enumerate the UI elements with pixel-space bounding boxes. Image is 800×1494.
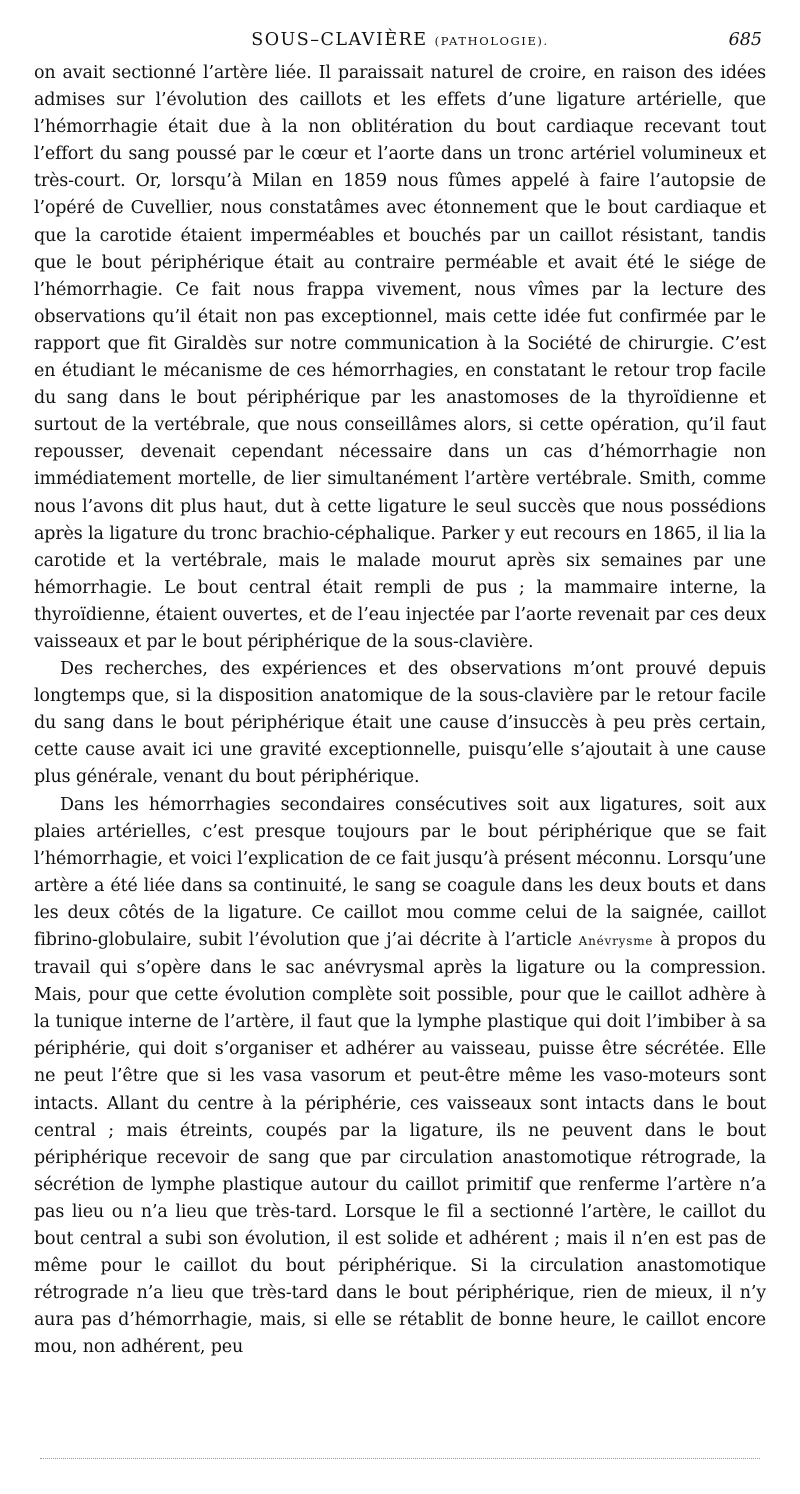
paragraph-3: [34, 792, 766, 1362]
smallcaps-reference: Anévrysme: [578, 934, 654, 948]
running-title-main: SOUS–CLAVIÈRE: [251, 30, 428, 50]
paragraph-2: Des recherches, des expériences et des observations m’ont prouvé depuis longtemps que, si la disposition anatomique de la sous-clavière par le retour facile du sang dans le bout périphérique était une cause d’insuccès à peu près certain, cette cause avait ici une gravité exceptionnelle, puisqu’elle s’ajoutait à une cause plus générale, venant du bout périphérique.: [34, 659, 766, 788]
paragraph-1: on avait sectionné l’artère liée. Il paraissait naturel de croire, en raison des idées admises sur l’évolution des caillots et les effets d’une ligature artérielle, que l’hémorrhagie était due à la non oblitération du bout cardiaque recevant tout l’effort du sang poussé par le cœur et l’aorte dans un tronc artériel volumineux et très-court. Or, lorsqu’à Milan en 1859 nous fûmes appelé à faire l’autopsie de l’opéré de Cuvellier, nous constatâmes avec étonnement que le bout cardiaque et que la carotide étaient imperméables et bouchés par un caillot résistant, tandis que le bout périphérique était au contraire perméable et avait été le siége de l’hémorrhagie. Ce fait nous frappa vivement, nous vîmes par la lecture des observations qu’il était non pas exceptionnel, mais cette idée fut confirmée par le rapport que fit Giraldès sur notre communication à la Société de chirurgie. C’est en étudiant le mécanisme de ces hémorrhagies, en constatant le retour trop facile du sang dans le bout périphérique par les anastomoses de la thyroïdienne et surtout de la vertébrale, que nous conseillâmes alors, si cette opération, qu’il faut repousser, devenait cependant nécessaire dans un cas d’hémorrhagie non immédiatement mortelle, de lier simultanément l’artère vertébrale. Smith, comme nous l’avons dit plus haut, dut à cette ligature le seul succès que nous possédions après la ligature du tronc brachio-céphalique. Parker y eut recours en 1865, il lia la carotide et la vertébrale, mais le malade mourut après six semaines par une hémorrhagie. Le bout central était rempli de pus ; la mammaire interne, la thyroïdienne, étaient ouvertes, et de l’eau injectée par l’aorte revenait par ces deux vaisseaux et par le bout périphérique de la sous-clavière.: [34, 63, 766, 652]
running-title: [34, 30, 766, 50]
running-header: [34, 26, 766, 60]
footer-rule: [40, 1458, 760, 1459]
body-text: [34, 60, 766, 1362]
paragraph-3-part-1: Dans les hémorrhagies secondaires consécutives soit aux ligatures, soit aux plaies artérielles, c’est presque toujours par le bout périphérique que se fait l’hémorrhagie, et voici l’explication de ce fait jusqu’à présent méconnu. Lorsqu’une artère a été liée dans sa continuité, le sang se coagule dans les deux bouts et dans les deux côtés de la ligature. Ce caillot mou comme celui de la saignée, caillot fibrino-globulaire, subit l’évolution que j’ai décrite à l’article: [34, 794, 766, 950]
running-title-section: (PATHOLOGIE).: [434, 34, 549, 48]
document-page: [34, 26, 766, 1362]
paragraph-3-part-2: à propos du travail qui s’opère dans le sac anévrysmal après la ligature ou la compression. Mais, pour que cette évolution complète soit possible, pour que le caillot adhère à la tunique interne de l’artère, il faut que la lymphe plastique qui doit l’imbiber à sa périphérie, qui doit s’organiser et adhérer au vaisseau, puisse être sécrétée. Elle ne peut l’être que si les vasa vasorum et peut-être même les vaso-moteurs sont intacts. Allant du centre à la périphérie, ces vaisseaux sont intacts dans le bout central ; mais étreints, coupés par la ligature, ils ne peuvent dans le bout périphérique recevoir de sang que par circulation anastomotique rétrograde, la sécrétion de lymphe plastique autour du caillot primitif que renferme l’artère n’a pas lieu ou n’a lieu que très-tard. Lorsque le fil a sectionné l’artère, le caillot du bout central a subi son évolution, il est solide et adhérent ; mais il n’en est pas de même pour le caillot du bout périphérique. Si la circulation anastomotique rétrograde n’a lieu que très-tard dans le bout périphérique, rien de mieux, il n’y aura pas d’hémorrhagie, mais, si elle se rétablit de bonne heure, le caillot encore mou, non adhérent, peu: [34, 930, 766, 1358]
page-number: 685: [728, 30, 762, 50]
